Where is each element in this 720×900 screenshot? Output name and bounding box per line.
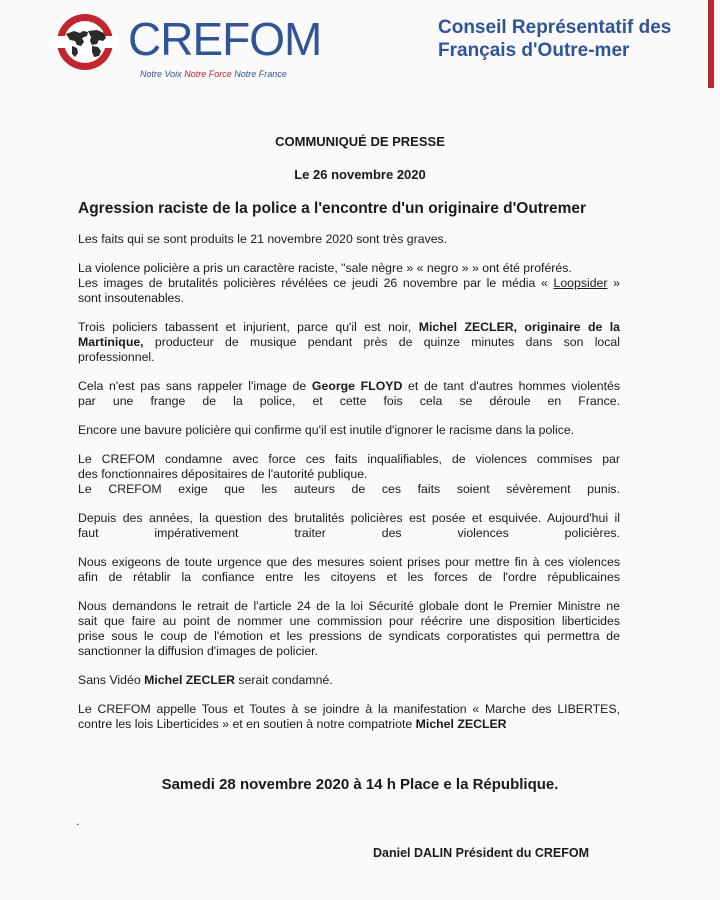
stray-mark: .	[76, 814, 80, 828]
text-line	[78, 320, 620, 335]
text-line: sanctionner la diffusion d'images de policier.	[78, 644, 319, 658]
release-body	[78, 232, 620, 746]
text-line: faut impérativement traiter des violences policières.	[78, 526, 620, 540]
text-span: producteur de musique pendant près de quinze minutes dans son local	[143, 335, 620, 349]
paragraph	[78, 673, 620, 688]
council-title-line: Conseil Représentatif des	[438, 17, 672, 38]
headline: Agression raciste de la police a l'encontre d'un originaire d'Outremer	[78, 200, 587, 217]
paragraph	[78, 320, 620, 365]
text-span: Trois policiers tabassent et injurient, parce qu'il est noir,	[78, 320, 419, 334]
text-line: sait que faire au point de nommer une commission pour réécrire une disposition liberticides	[78, 614, 620, 628]
text-span: »	[607, 276, 620, 290]
text-line	[78, 276, 620, 291]
text-span: serait condamné.	[234, 673, 333, 687]
bold-name: George FLOYD	[311, 379, 403, 393]
text-span: contre les lois Liberticides » et en soutien à notre compatriote	[78, 717, 416, 731]
paragraph	[78, 232, 620, 247]
tagline-force: Notre Force	[184, 69, 232, 79]
text-line: Depuis des années, la question des brutalités policières est posée et esquivée. Aujourd'hui il	[78, 511, 620, 525]
council-title	[438, 16, 671, 62]
event-announcement: Samedi 28 novembre 2020 à 14 h Place e la République.	[161, 776, 559, 793]
media-name: Loopsider	[553, 276, 608, 290]
text-span: Les images de brutalités policières révélées ce jeudi 26 novembre par le média «	[78, 276, 554, 290]
paragraph	[78, 452, 620, 497]
paragraph	[78, 511, 620, 541]
text-line: Nous demandons le retrait de l'article 24 de la loi Sécurité globale dont le Premier Ministre ne	[78, 599, 620, 613]
logo-tagline	[140, 69, 287, 79]
text-line: par une frange de la police, et cette fois cela se déroule en France.	[78, 394, 620, 408]
text-line	[78, 379, 620, 394]
text-line: Le CREFOM appelle Tous et Toutes à se joindre à la manifestation « Marche des LIBERTES,	[78, 702, 620, 716]
text-line: Les faits qui se sont produits le 21 novembre 2020 sont très graves.	[78, 232, 448, 246]
paragraph	[78, 379, 620, 409]
text-line: sont insoutenables.	[78, 291, 184, 305]
text-line: La violence policière a pris un caractère raciste, "sale nègre » « negro » » ont été proférés.	[78, 261, 572, 275]
edge-bar	[708, 0, 714, 88]
council-title-line: Français d'Outre-mer	[438, 40, 630, 61]
text-line: Le CREFOM exige que les auteurs de ces faits soient sévèrement punis.	[78, 482, 620, 496]
text-line	[78, 335, 620, 350]
paragraph	[78, 555, 620, 585]
paragraph	[78, 423, 620, 438]
paragraph	[78, 702, 620, 732]
text-span: Sans Vidéo	[78, 673, 145, 687]
text-line	[78, 673, 620, 688]
signature: Daniel DALIN Président du CREFOM	[373, 846, 589, 860]
text-line: Le CREFOM condamne avec force ces faits inqualifiables, de violences commises par	[78, 452, 620, 466]
text-line: Nous exigeons de toute urgence que des mesures soient prises pour mettre fin à ces violences	[78, 555, 620, 569]
text-span: et de tant d'autres hommes violentés	[402, 379, 621, 393]
text-line	[78, 717, 620, 732]
paragraph	[78, 261, 620, 306]
tagline-voix: Notre Voix	[140, 69, 182, 79]
text-line: des fonctionnaires dépositaires de l'autorité publique.	[78, 467, 368, 481]
text-span: Cela n'est pas sans rappeler l'image de	[78, 379, 312, 393]
release-date: Le 26 novembre 2020	[294, 167, 426, 182]
paragraph	[78, 599, 620, 659]
letterhead	[0, 0, 720, 100]
bold-name: Michel ZECLER, originaire de la	[418, 320, 620, 334]
bold-name: Martinique,	[78, 335, 144, 349]
text-line: prise sous le coup de l'émotion et les pressions de syndicats corporatistes qui permettra de	[78, 629, 620, 643]
bold-name: Michel ZECLER	[415, 717, 507, 731]
globe-logo-icon	[52, 12, 118, 72]
text-line: professionnel.	[78, 350, 155, 364]
bold-name: Michel ZECLER	[144, 673, 235, 687]
tagline-france: Notre France	[234, 69, 287, 79]
logo-wordmark: CREFOM	[128, 13, 322, 65]
text-line: Encore une bavure policière qui confirme qu'il est inutile d'ignorer le racisme dans la police.	[78, 423, 575, 437]
press-release-label: COMMUNIQUÉ DE PRESSE	[275, 134, 445, 149]
text-line: afin de rétablir la confiance entre les citoyens et les forces de l'ordre républicaines	[78, 570, 620, 584]
